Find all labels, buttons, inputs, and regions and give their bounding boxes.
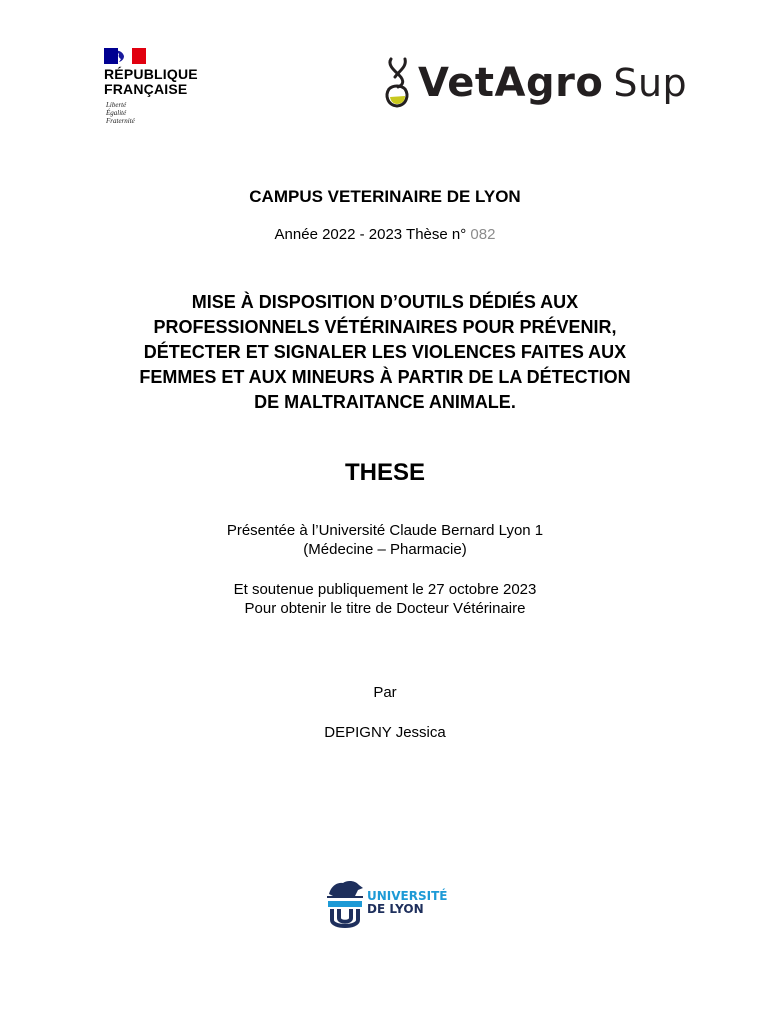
these-number: 082 [470,226,496,243]
universite-line1: UNIVERSITÉ [367,889,448,903]
marianne-flag-icon [104,48,146,64]
title-line: DE MALTRAITANCE ANIMALE. [254,392,516,412]
universite-lyon-lion-icon [325,876,365,932]
title-line: PROFESSIONNELS VÉTÉRINAIRES POUR PRÉVENIR, [153,317,617,337]
vetagro-flask-icon [381,55,415,109]
annee-line [0,226,770,243]
these-heading: THESE [344,459,425,486]
par-label: Par [373,684,397,701]
soutenue-line: Et soutenue publiquement le 27 octobre 2023 [233,581,537,598]
motto-liberte: Liberté [106,101,127,109]
author-name: DEPIGNY Jessica [324,724,446,741]
universite-line2: DE LYON [367,902,424,916]
annee-prefix: Année 2022 - 2023 Thèse n° [274,226,467,243]
presentee-line: Présentée à l’Université Claude Bernard Lyon 1 [226,522,544,539]
universite-lyon-logo-text [367,890,447,916]
vetagro-name: VetAgro [418,60,604,106]
title-line: FEMMES ET AUX MINEURS À PARTIR DE LA DÉTECTION [139,367,631,387]
vetagro-logo-text [418,58,687,108]
motto-egalite: Égalité [106,109,127,117]
soutenue-line: Pour obtenir le titre de Docteur Vétérinaire [244,600,526,617]
republique-motto [106,101,135,125]
republique-line1: RÉPUBLIQUE [104,66,198,82]
soutenue-block [0,580,770,618]
thesis-title [0,290,770,415]
campus-heading: CAMPUS VETERINAIRE DE LYON [249,187,521,206]
title-line: MISE À DISPOSITION D’OUTILS DÉDIÉS AUX [191,292,579,312]
motto-fraternite: Fraternité [106,117,135,125]
presentee-block [0,521,770,559]
presentee-line: (Médecine – Pharmacie) [303,541,467,558]
republique-line2: FRANÇAISE [104,81,188,97]
republique-francaise-logo [104,67,198,97]
title-line: DÉTECTER ET SIGNALER LES VIOLENCES FAITES AUX [143,342,627,362]
vetagro-sup: Sup [613,61,688,105]
